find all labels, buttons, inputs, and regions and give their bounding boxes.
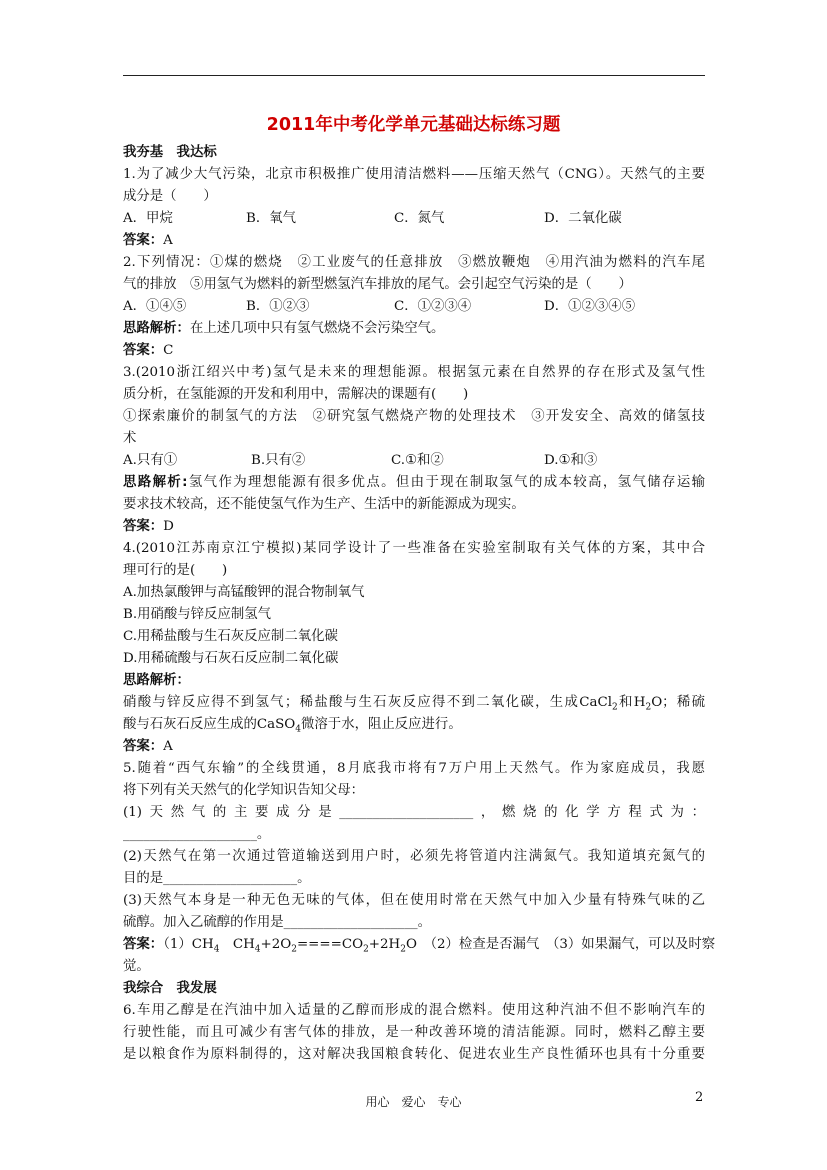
question-1-text: 1.为了减少大气污染，北京市积极推广使用清洁燃料——压缩天然气（CNG）。天然气的主要 <box>123 167 705 182</box>
question-2-options <box>123 296 705 318</box>
answer-text: +2O <box>260 937 292 952</box>
analysis-label: 思路解析： <box>123 673 190 688</box>
answer-label: 答案： <box>123 739 164 754</box>
option-b: B.用硝酸与锌反应制氢气 <box>123 607 272 622</box>
subscript: 2 <box>645 702 652 713</box>
question-2-analysis <box>123 318 705 340</box>
question-6-text-cont: 是以粮食作为原料制得的，这对解决我国粮食转化、促进农业生产良性循环也具有十分重要 <box>123 1047 705 1062</box>
question-4-text: 4.(2010江苏南京江宁模拟)某同学设计了一些准备在实验室制取有关气体的方案，其中合 <box>123 541 705 556</box>
question-3-answer <box>123 516 705 538</box>
question-5-part-2: (2)天然气在第一次通过管道输送到用户时，必须先将管道内注满氮气。我知道填充氮气的 <box>123 849 705 864</box>
subscript: 2 <box>291 944 297 955</box>
question-5-answer-cont: 觉。 <box>123 959 150 974</box>
section-heading: 我综合 我发展 <box>123 981 217 996</box>
question-6-text-cont: 行驶性能，而且可减少有害气体的排放，是一种改善环境的清洁能源。同时，燃料乙醇主要 <box>123 1025 705 1040</box>
option-c: C.用稀盐酸与生石灰反应制二氧化碳 <box>123 629 338 644</box>
subscript: 2 <box>363 944 369 955</box>
answer-label: 答案： <box>123 519 164 534</box>
answer-label: 答案： <box>123 937 164 952</box>
answer-value: C <box>163 343 174 358</box>
option-d: D．①②③④⑤ <box>544 299 636 314</box>
question-5-part-3: (3)天然气本身是一种无色无味的气体，但在使用时常在天然气中加入少量有特殊气味的乙 <box>123 893 705 908</box>
question-5-text-cont: 将下列有关天然气的化学知识告知父母： <box>123 783 365 798</box>
header-rule <box>123 75 705 76</box>
analysis-text: 微溶于水，阻止反应进行。 <box>301 717 462 732</box>
answer-text: +2H <box>368 937 401 952</box>
option-c: C．氮气 <box>394 211 445 226</box>
question-1-options <box>123 208 705 230</box>
option-d: D．二氧化碳 <box>544 211 622 226</box>
question-3-text: 3.(2010浙江绍兴中考)氢气是未来的理想能源。根据氢元素在自然界的存在形式及氢气性 <box>123 365 705 380</box>
question-3-options <box>123 450 705 472</box>
subscript: 4 <box>295 724 302 735</box>
analysis-text: 氢气作为理想能源有很多优点。但由于现在制取氢气的成本较高，氢气储存运输 <box>187 475 705 490</box>
page-title: 2011年中考化学单元基础达标练习题 <box>266 115 561 135</box>
answer-text: O （2）检查是否漏气 （3）如果漏气，可以及时察 <box>405 937 716 952</box>
question-3-items: ①探索廉价的制氢气的方法 ②研究氢气燃烧产物的处理技术 ③开发安全、高效的储氢技 <box>123 409 705 424</box>
analysis-text: 酸与石灰石反应生成的CaSO <box>123 717 296 732</box>
question-2-text-cont: 气的排放 ⑤用氢气为燃料的新型燃氢汽车排放的尾气。会引起空气污染的是（ ） <box>123 277 632 292</box>
question-4-analysis-cont <box>123 714 705 736</box>
option-d: D.①和③ <box>544 453 598 468</box>
analysis-text: 在上述几项中只有氢气燃烧不会污染空气。 <box>189 321 445 336</box>
analysis-text: 和H <box>617 695 646 710</box>
question-5-text: 5.随着“西气东输”的全线贯通，8月底我市将有7万户用上天然气。作为家庭成员，我愿 <box>123 761 705 776</box>
analysis-text: O；稀硫 <box>651 695 705 710</box>
option-a: A．①④⑤ <box>123 299 187 314</box>
option-c: C．①②③④ <box>394 299 472 314</box>
option-b: B.只有② <box>251 453 306 468</box>
answer-label: 答案： <box>123 343 164 358</box>
document-body <box>123 142 716 1066</box>
subscript: 4 <box>254 944 261 955</box>
question-5-part-1-cont: ____________________。 <box>123 827 271 842</box>
answer-value: D <box>163 519 174 534</box>
question-5-part-1: (1)天然气的主要成分是____________________，燃烧的化学方程式为： <box>123 805 705 820</box>
option-b: B．氧气 <box>246 211 297 226</box>
question-4-text-cont: 理可行的是( ) <box>123 563 228 578</box>
answer-label: 答案： <box>123 233 164 248</box>
answer-value: A <box>163 739 173 754</box>
question-1-text-cont: 成分是（ ） <box>123 189 217 204</box>
question-3-text-cont: 质分析，在氢能源的开发和利用中，需解决的课题有( ) <box>123 387 469 402</box>
option-b: B．①②③ <box>246 299 310 314</box>
question-2-text: 2.下列情况：①煤的燃烧 ②工业废气的任意排放 ③燃放鞭炮 ④用汽油为燃料的汽车尾 <box>123 255 705 270</box>
analysis-text: 硝酸与锌反应得不到氢气；稀盐酸与生石灰反应得不到二氧化碳，生成CaCl <box>123 695 612 710</box>
answer-text: CH <box>219 937 255 952</box>
question-3-analysis <box>123 472 705 494</box>
page-number: 2 <box>695 1090 704 1105</box>
option-a: A.只有① <box>123 453 178 468</box>
answer-value: A <box>163 233 173 248</box>
option-a: A．甲烷 <box>123 211 173 226</box>
analysis-label: 思路解析: <box>123 475 188 490</box>
question-6-text: 6.车用乙醇是在汽油中加入适量的乙醇而形成的混合燃料。使用这种汽油不但不影响汽车的 <box>123 1003 705 1018</box>
page-footer: 用心 爱心 专心 <box>365 1095 462 1109</box>
subscript: 2 <box>611 702 618 713</box>
option-c: C.①和② <box>391 453 444 468</box>
answer-text: ====CO <box>296 937 364 952</box>
subscript: 2 <box>400 944 406 955</box>
question-1-answer <box>123 230 705 252</box>
section-heading: 我夯基 我达标 <box>123 145 217 160</box>
answer-text: （1）CH <box>163 937 214 952</box>
question-3-analysis-cont: 要求技术较高，还不能使氢气作为生产、生活中的新能源成为现实。 <box>123 497 525 512</box>
question-3-items-cont: 术 <box>123 431 137 446</box>
question-4-answer <box>123 736 705 758</box>
option-d: D.用稀硫酸与石灰石反应制二氧化碳 <box>123 651 339 666</box>
question-4-analysis <box>123 692 705 714</box>
analysis-label: 思路解析： <box>123 321 190 336</box>
question-5-part-3-cont: 硫醇。加入乙硫醇的作用是____________________。 <box>123 915 431 930</box>
question-2-answer <box>123 340 705 362</box>
option-a: A.加热氯酸钾与高锰酸钾的混合物制氧气 <box>123 585 365 600</box>
subscript: 4 <box>213 944 220 955</box>
question-5-answer <box>123 934 716 956</box>
question-5-part-2-cont: 目的是____________________。 <box>123 871 311 886</box>
